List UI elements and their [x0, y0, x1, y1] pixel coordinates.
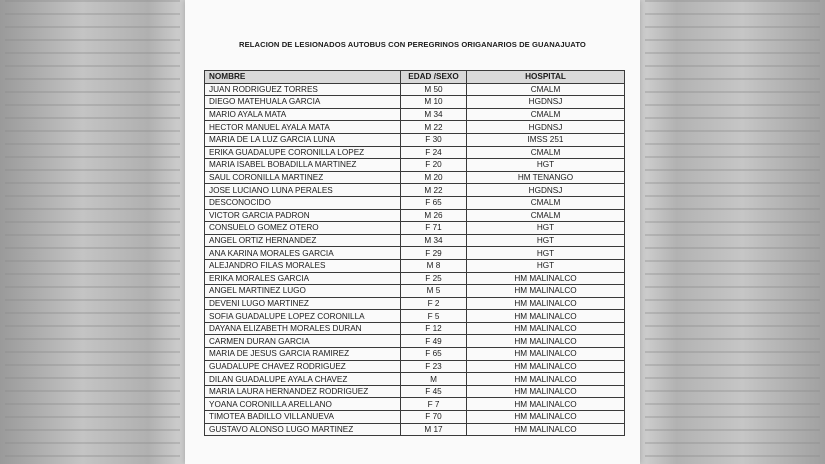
cell-age-sex: F 49 [401, 335, 467, 348]
table-row [205, 146, 625, 159]
table-row [205, 96, 625, 109]
table-row [205, 108, 625, 121]
cell-name: ANGEL MARTINEZ LUGO [205, 285, 401, 298]
cell-age-sex: M 20 [401, 171, 467, 184]
cell-age-sex: F 65 [401, 348, 467, 361]
cell-name: GUADALUPE CHAVEZ RODRIGUEZ [205, 360, 401, 373]
cell-name: CONSUELO GOMEZ OTERO [205, 222, 401, 235]
cell-hospital: HM MALINALCO [467, 373, 625, 386]
cell-hospital: HGDNSJ [467, 184, 625, 197]
column-header-hospital: HOSPITAL [467, 71, 625, 84]
cell-name: YOANA CORONILLA ARELLANO [205, 398, 401, 411]
cell-hospital: HGT [467, 159, 625, 172]
blurred-background-left [5, 0, 180, 464]
cell-hospital: IMSS 251 [467, 133, 625, 146]
cell-age-sex: F 20 [401, 159, 467, 172]
cell-hospital: HGDNSJ [467, 96, 625, 109]
cell-hospital: HM TENANGO [467, 171, 625, 184]
cell-name: TIMOTEA BADILLO VILLANUEVA [205, 411, 401, 424]
table-row [205, 385, 625, 398]
table-row [205, 360, 625, 373]
table-row [205, 285, 625, 298]
cell-age-sex: F 65 [401, 196, 467, 209]
cell-name: ERIKA GUADALUPE CORONILLA LOPEZ [205, 146, 401, 159]
cell-name: MARIA ISABEL BOBADILLA MARTINEZ [205, 159, 401, 172]
cell-age-sex: M 50 [401, 83, 467, 96]
cell-name: DAYANA ELIZABETH MORALES DURAN [205, 322, 401, 335]
cell-age-sex: M 5 [401, 285, 467, 298]
cell-hospital: HM MALINALCO [467, 297, 625, 310]
cell-hospital: HM MALINALCO [467, 272, 625, 285]
table-row [205, 297, 625, 310]
cell-age-sex: F 7 [401, 398, 467, 411]
cell-hospital: CMALM [467, 209, 625, 222]
cell-hospital: HGT [467, 247, 625, 260]
table-row [205, 247, 625, 260]
table-row [205, 310, 625, 323]
table-row [205, 259, 625, 272]
cell-name: HECTOR MANUEL AYALA MATA [205, 121, 401, 134]
cell-hospital: CMALM [467, 108, 625, 121]
cell-hospital: CMALM [467, 146, 625, 159]
blurred-background-right [645, 0, 820, 464]
cell-hospital: HM MALINALCO [467, 385, 625, 398]
cell-age-sex: F 30 [401, 133, 467, 146]
cell-name: VICTOR GARCIA PADRON [205, 209, 401, 222]
cell-age-sex: F 2 [401, 297, 467, 310]
table-row [205, 373, 625, 386]
table-row [205, 322, 625, 335]
cell-age-sex: F 5 [401, 310, 467, 323]
table-row [205, 272, 625, 285]
cell-age-sex: F 45 [401, 385, 467, 398]
table-header-row [205, 71, 625, 84]
cell-age-sex: M 34 [401, 108, 467, 121]
cell-hospital: HM MALINALCO [467, 398, 625, 411]
table-row [205, 423, 625, 436]
cell-name: MARIA DE LA LUZ GARCIA LUNA [205, 133, 401, 146]
cell-name: JUAN RODRIGUEZ TORRES [205, 83, 401, 96]
table-row [205, 196, 625, 209]
cell-age-sex: F 24 [401, 146, 467, 159]
cell-age-sex: M 17 [401, 423, 467, 436]
cell-age-sex: F 12 [401, 322, 467, 335]
cell-name: CARMEN DURAN GARCIA [205, 335, 401, 348]
cell-hospital: CMALM [467, 83, 625, 96]
table-row [205, 133, 625, 146]
column-header-name: NOMBRE [205, 71, 401, 84]
cell-age-sex: F 70 [401, 411, 467, 424]
table-row [205, 222, 625, 235]
table-row [205, 83, 625, 96]
cell-age-sex: F 71 [401, 222, 467, 235]
cell-name: DILAN GUADALUPE AYALA CHAVEZ [205, 373, 401, 386]
table-row [205, 184, 625, 197]
cell-age-sex: M 10 [401, 96, 467, 109]
cell-age-sex: M 26 [401, 209, 467, 222]
table-row [205, 121, 625, 134]
cell-name: MARIA DE JESUS GARCIA RAMIREZ [205, 348, 401, 361]
injured-list-table [204, 70, 625, 436]
table-row [205, 398, 625, 411]
cell-age-sex: M [401, 373, 467, 386]
cell-name: ANA KARINA MORALES GARCIA [205, 247, 401, 260]
document-title: RELACION DE LESIONADOS AUTOBUS CON PEREGRINOS ORIGANARIOS DE GUANAJUATO [239, 40, 586, 49]
cell-name: MARIO AYALA MATA [205, 108, 401, 121]
cell-hospital: HM MALINALCO [467, 285, 625, 298]
cell-name: ALEJANDRO FILAS MORALES [205, 259, 401, 272]
cell-age-sex: F 25 [401, 272, 467, 285]
cell-hospital: HM MALINALCO [467, 348, 625, 361]
cell-hospital: HM MALINALCO [467, 335, 625, 348]
document-sheet [185, 0, 640, 464]
table-row [205, 234, 625, 247]
cell-hospital: HGT [467, 259, 625, 272]
cell-hospital: HM MALINALCO [467, 411, 625, 424]
cell-name: SOFIA GUADALUPE LOPEZ CORONILLA [205, 310, 401, 323]
table-row [205, 159, 625, 172]
cell-age-sex: F 29 [401, 247, 467, 260]
cell-hospital: HM MALINALCO [467, 423, 625, 436]
cell-name: JOSE LUCIANO LUNA PERALES [205, 184, 401, 197]
cell-name: DEVENI LUGO MARTINEZ [205, 297, 401, 310]
cell-name: DIEGO MATEHUALA GARCIA [205, 96, 401, 109]
cell-age-sex: M 8 [401, 259, 467, 272]
cell-age-sex: M 22 [401, 121, 467, 134]
cell-age-sex: M 22 [401, 184, 467, 197]
cell-name: ANGEL ORTIZ HERNANDEZ [205, 234, 401, 247]
table-row [205, 171, 625, 184]
table-row [205, 209, 625, 222]
cell-hospital: CMALM [467, 196, 625, 209]
cell-hospital: HM MALINALCO [467, 310, 625, 323]
cell-hospital: HGDNSJ [467, 121, 625, 134]
table-row [205, 335, 625, 348]
cell-name: ERIKA MORALES GARCIA [205, 272, 401, 285]
cell-name: MARIA LAURA HERNANDEZ RODRIGUEZ [205, 385, 401, 398]
cell-name: SAUL CORONILLA MARTINEZ [205, 171, 401, 184]
cell-hospital: HM MALINALCO [467, 360, 625, 373]
column-header-age-sex: EDAD /SEXO [401, 71, 467, 84]
table-row [205, 411, 625, 424]
table-row [205, 348, 625, 361]
cell-name: DESCONOCIDO [205, 196, 401, 209]
cell-name: GUSTAVO ALONSO LUGO MARTINEZ [205, 423, 401, 436]
cell-age-sex: M 34 [401, 234, 467, 247]
cell-hospital: HGT [467, 234, 625, 247]
cell-age-sex: F 23 [401, 360, 467, 373]
cell-hospital: HM MALINALCO [467, 322, 625, 335]
cell-hospital: HGT [467, 222, 625, 235]
